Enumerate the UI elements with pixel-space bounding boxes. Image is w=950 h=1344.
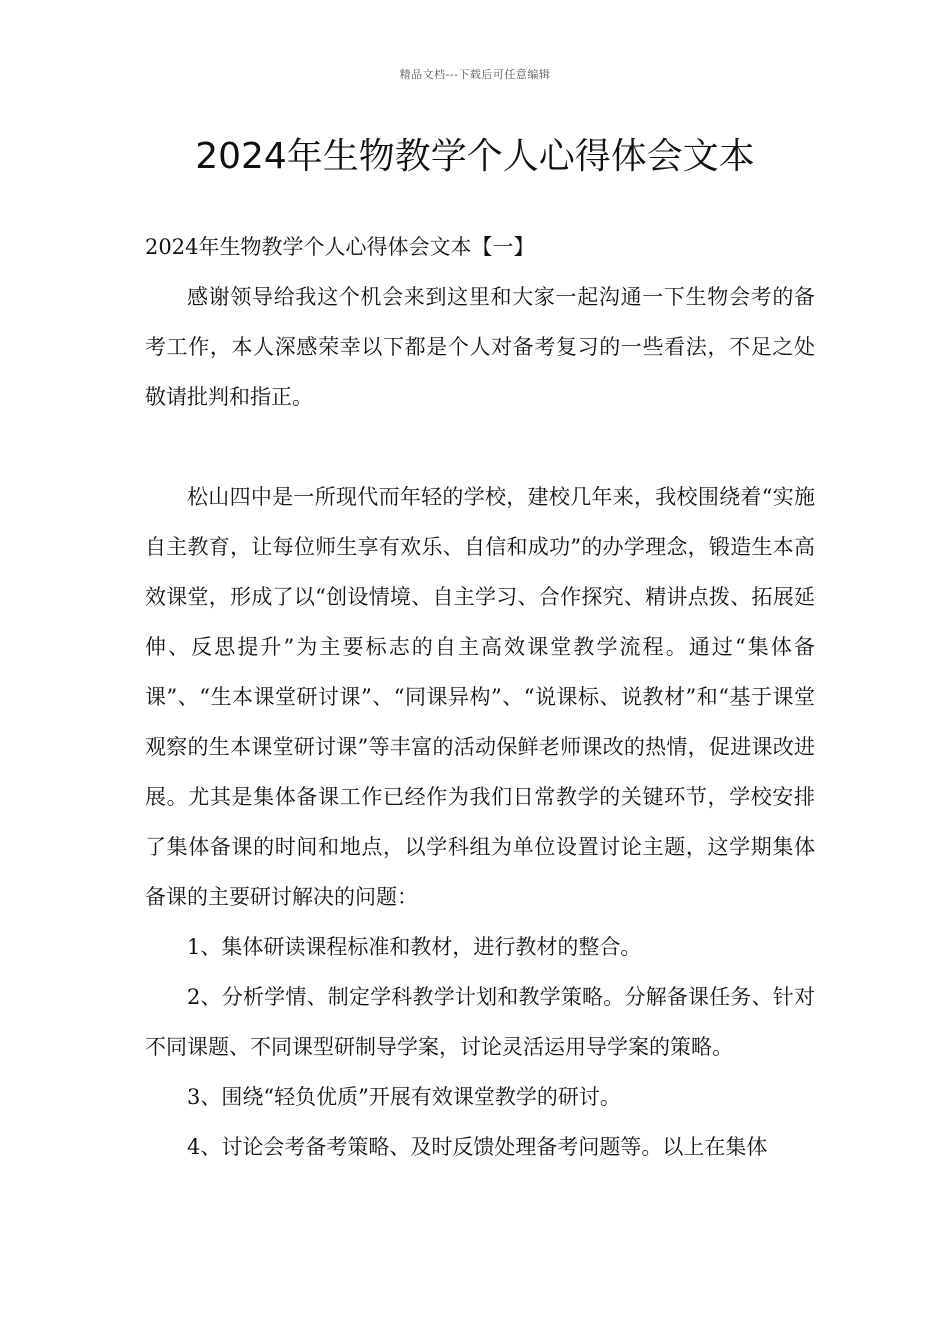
list-item-1: 1、集体研读课程标准和教材，进行教材的整合。 <box>187 935 642 959</box>
section-heading: 2024年生物教学个人心得体会文本【一】 <box>145 235 535 259</box>
paragraph-intro: 感谢领导给我这个机会来到这里和大家一起沟通一下生物会考的备考工作，本人深感荣幸以下都是个人对备考复习的一些看法，不足之处敬请批判和指正。 <box>145 285 815 409</box>
paragraph-school: 松山四中是一所现代而年轻的学校，建校几年来，我校围绕着“实施自主教育，让每位师生享有欢乐、自信和成功”的办学理念，锻造生本高效课堂，形成了以“创设情境、自主学习、合作探究、精讲点拨、拓展延伸、反思提升”为主要标志的自主高效课堂教学流程。通过“集体备课”、“生本课堂研讨课”、“同课异构”、“说课标、说教材”和“基于课堂观察的生本课堂研讨课”等丰富的活动保鲜老师课改的热情，促进课改进展。尤其是集体备课工作已经作为我们日常教学的关键环节，学校安排了集体备课的时间和地点，以学科组为单位设置讨论主题，这学期集体备课的主要研讨解决的问题： <box>145 485 815 909</box>
list-item-4: 4、讨论会考备考策略、及时反馈处理备考问题等。以上在集体 <box>187 1135 768 1159</box>
list-item-3: 3、围绕“轻负优质”开展有效课堂教学的研讨。 <box>187 1085 621 1109</box>
document-title: 2024年生物教学个人心得体会文本 <box>195 136 755 177</box>
document-body <box>145 222 815 1172</box>
header-note: 精品文档---下载后可任意编辑 <box>399 68 551 81</box>
list-item-2: 2、分析学情、制定学科教学计划和教学策略。分解备课任务、针对不同课题、不同课型研制导学案，讨论灵活运用导学案的策略。 <box>145 985 815 1059</box>
